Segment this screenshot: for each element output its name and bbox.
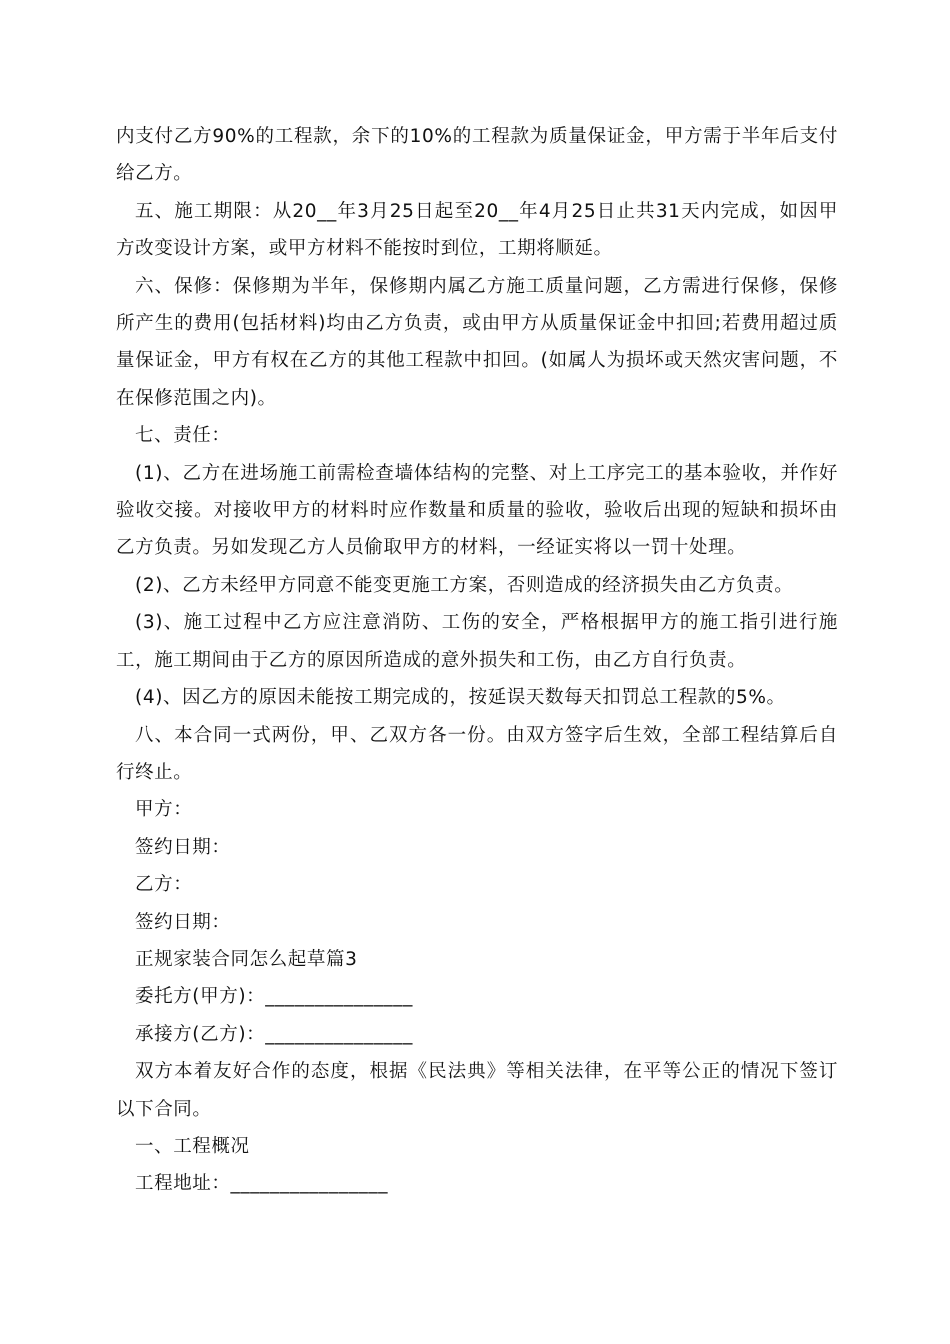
party-a-signature: 甲方： <box>135 799 193 821</box>
party-b-sign-date: 签约日期： <box>135 911 231 933</box>
party-b-signature: 乙方： <box>135 874 193 896</box>
copies-paragraph: 八、本合同一式两份，甲、乙双方各一份。由双方签字后生效，全部工程结算后自行终止。 <box>116 724 838 783</box>
responsibility-heading: 七、责任： <box>135 425 231 447</box>
warranty-paragraph: 六、保修：保修期为半年，保修期内属乙方施工质量问题，乙方需进行保修，保修所产生的费用(包括材料)均由乙方负责，或由甲方从质量保证金中扣回;若费用超过质量保证金，甲方有权在乙方的其他工程款中扣回。(如属人为损坏或天然灾害问题，不在保修范围之内)。 <box>116 275 838 409</box>
responsibility-item-4: (4)、因乙方的原因未能按工期完成的，按延误天数每天扣罚总工程款的5%。 <box>135 687 786 709</box>
construction-period-paragraph: 五、施工期限：从20__年3月25日起至20__年4月25日止共31天内完成，如因甲方改变设计方案，或甲方材料不能按时到位，工期将顺延。 <box>116 200 838 260</box>
section-heading: 正规家装合同怎么起草篇3 <box>135 948 358 970</box>
document-page <box>116 118 838 1203</box>
project-address-field: 工程地址：________________ <box>135 1173 389 1195</box>
project-overview-heading: 一、工程概况 <box>135 1135 250 1157</box>
party-a-sign-date: 签约日期： <box>135 836 231 858</box>
client-party-field: 委托方(甲方)：_______________ <box>135 986 413 1008</box>
payment-paragraph: 内支付乙方90%的工程款，余下的10%的工程款为质量保证金，甲方需于半年后支付给乙方。 <box>116 126 838 185</box>
responsibility-item-3: (3)、施工过程中乙方应注意消防、工伤的安全，严格根据甲方的施工指引进行施工，施工期间由于乙方的原因所造成的意外损失和工伤，由乙方自行负责。 <box>116 612 838 671</box>
contractor-party-field: 承接方(乙方)：_______________ <box>135 1023 413 1045</box>
responsibility-item-2: (2)、乙方未经甲方同意不能变更施工方案，否则造成的经济损失由乙方负责。 <box>135 574 794 596</box>
preamble-paragraph: 双方本着友好合作的态度，根据《民法典》等相关法律，在平等公正的情况下签订以下合同。 <box>116 1061 838 1120</box>
responsibility-item-1: (1)、乙方在进场施工前需检查墙体结构的完整、对上工序完工的基本验收，并作好验收交接。对接收甲方的材料时应作数量和质量的验收，验收后出现的短缺和损坏由乙方负责。另如发现乙方人员偷取甲方的材料，一经证实将以一罚十处理。 <box>116 462 838 559</box>
